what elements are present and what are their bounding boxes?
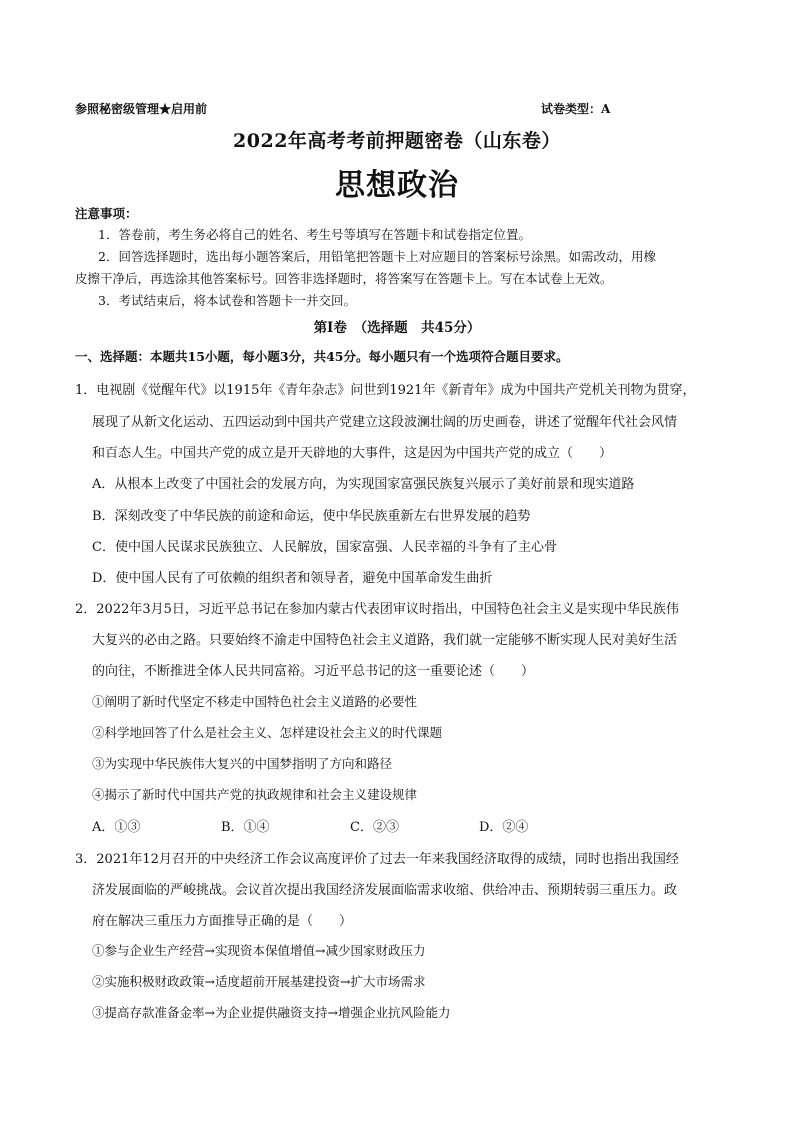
question-2-stem: 2．2022年3月5日，习近平总书记在参加内蒙古代表团审议时指出，中国特色社会主义是实现中华民族伟 — [75, 602, 679, 617]
question-1-stem: 和百态人生。中国共产党的成立是开天辟地的大事件，这是因为中国共产党的成立（ ） — [92, 446, 613, 461]
question-1-stem: 1．电视剧《觉醒年代》以1915年《青年杂志》问世到1921年《新青年》成为中国共产党机关刊物为贯穿， — [75, 383, 696, 398]
notice-item: 2．回答选择题时，选出每小题答案后，用铅笔把答题卡上对应题目的答案标号涂黑。如需改动，用橡 — [98, 249, 656, 264]
question-2-option-d: D．②④ — [479, 820, 529, 835]
question-3-stem: 济发展面临的严峻挑战。会议首次提出我国经济发展面临需求收缩、供给冲击、预期转弱三重压力。政 — [92, 883, 678, 898]
confidentiality-label: 参照秘密级管理★启用前 — [75, 102, 208, 116]
question-1-option-a: A．从根本上改变了中国社会的发展方向，为实现国家富强民族复兴展示了美好前景和现实道路 — [92, 477, 635, 492]
question-2-statement: ②科学地回答了什么是社会主义、怎样建设社会主义的时代课题 — [92, 725, 443, 740]
question-2-statement: ④揭示了新时代中国共产党的执政规律和社会主义建设规律 — [92, 787, 418, 802]
subject-title: 思想政治 — [335, 168, 459, 203]
notice-item: 皮擦干净后，再选涂其他答案标号。回答非选择题时，将答案写在答题卡上。写在本试卷上无效。 — [75, 271, 613, 286]
section-instruction: 一、选择题：本题共15小题，每小题3分，共45分。每小题只有一个选项符合题目要求。 — [75, 349, 569, 364]
question-3-stem: 3．2021年12月召开的中央经济工作会议高度评价了过去一年来我国经济取得的成绩，同时也指出我国经 — [75, 852, 679, 867]
question-1-option-c: C．使中国人民谋求民族独立、人民解放，国家富强、人民幸福的斗争有了主心骨 — [92, 540, 557, 555]
exam-title: 2022年高考考前押题密卷（山东卷） — [233, 130, 561, 152]
question-2-statement: ③为实现中华民族伟大复兴的中国梦指明了方向和路径 — [92, 756, 393, 771]
notice-item: 1．答卷前，考生务必将自己的姓名、考生号等填写在答题卡和试卷指定位置。 — [98, 227, 531, 242]
question-1-stem: 展现了从新文化运动、五四运动到中国共产党建立这段波澜壮阔的历史画卷，讲述了觉醒年代社会风情 — [92, 415, 678, 430]
question-2-option-b: B．①④ — [221, 820, 270, 835]
question-2-stem: 大复兴的必由之路。只要始终不渝走中国特色社会主义道路，我们就一定能够不断实现人民对美好生活 — [92, 633, 678, 648]
question-2-option-a: A．①③ — [92, 820, 141, 835]
question-2-option-c: C．②③ — [350, 820, 399, 835]
question-3-stem: 府在解决三重压力方面推导正确的是（ ） — [92, 914, 353, 929]
question-3-statement: ①参与企业生产经营→实现资本保值增值→减少国家财政压力 — [92, 943, 426, 958]
paper-type-label: 试卷类型：A — [541, 102, 611, 116]
section-heading: 第Ⅰ卷 （选择题 共45分） — [313, 320, 481, 336]
question-2-stem: 的向往，不断推进全体人民共同富裕。习近平总书记的这一重要论述（ ） — [92, 664, 535, 679]
question-2-statement: ①阐明了新时代坚定不移走中国特色社会主义道路的必要性 — [92, 694, 418, 709]
question-3-statement: ②实施积极财政政策→适度超前开展基建投资→扩大市场需求 — [92, 974, 426, 989]
question-1-option-b: B．深刻改变了中华民族的前途和命运，使中华民族重新左右世界发展的趋势 — [92, 509, 531, 524]
question-1-option-d: D．使中国人民有了可依赖的组织者和领导者，避免中国革命发生曲折 — [92, 571, 493, 586]
notice-heading: 注意事项： — [75, 206, 138, 221]
notice-item: 3．考试结束后，将本试卷和答题卡一并交回。 — [98, 293, 356, 308]
question-3-statement: ③提高存款准备金率→为企业提供融资支持→增强企业抗风险能力 — [92, 1005, 451, 1020]
